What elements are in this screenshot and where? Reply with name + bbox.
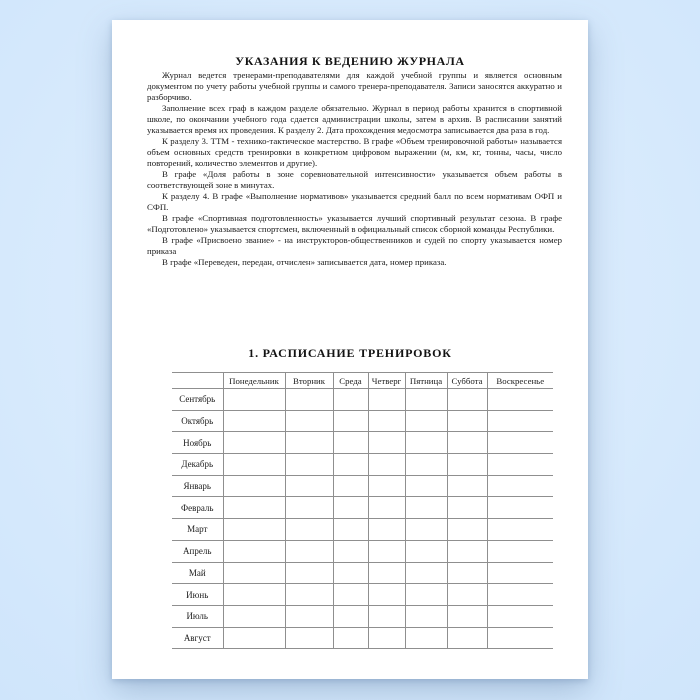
schedule-cell <box>487 432 553 454</box>
schedule-cell <box>487 497 553 519</box>
schedule-day-header: Понедельник <box>223 373 285 389</box>
schedule-month-row <box>172 519 553 541</box>
schedule-cell <box>333 627 368 649</box>
schedule-cell <box>405 584 447 606</box>
schedule-cell <box>368 410 405 432</box>
schedule-cell <box>285 562 333 584</box>
schedule-cell <box>447 475 487 497</box>
schedule-cell <box>447 410 487 432</box>
schedule-cell <box>333 475 368 497</box>
schedule-cell <box>285 627 333 649</box>
schedule-month-label: Июнь <box>172 584 223 606</box>
schedule-month-row <box>172 562 553 584</box>
schedule-cell <box>285 389 333 411</box>
schedule-cell <box>223 584 285 606</box>
instructions-paragraph: Заполнение всех граф в каждом разделе обязательно. Журнал в период работы хранится в спортивной школе, по окончании учебного года сдается администрации школы, затем в архив. В расписании занятий указывается время их проведения. К разделу 2. Дата прохождения медосмотра записывается два раза в год. <box>147 103 562 135</box>
schedule-cell <box>487 454 553 476</box>
schedule-month-label: Июль <box>172 605 223 627</box>
schedule-cell <box>368 454 405 476</box>
schedule-section-title: 1. РАСПИСАНИЕ ТРЕНИРОВОК <box>248 346 452 360</box>
schedule-cell <box>333 605 368 627</box>
schedule-day-header: Пятница <box>405 373 447 389</box>
schedule-cell <box>285 605 333 627</box>
schedule-cell <box>333 389 368 411</box>
schedule-cell <box>285 454 333 476</box>
schedule-month-label: Ноябрь <box>172 432 223 454</box>
schedule-cell <box>368 562 405 584</box>
schedule-cell <box>487 410 553 432</box>
schedule-cell <box>223 410 285 432</box>
schedule-month-row <box>172 584 553 606</box>
schedule-cell <box>368 432 405 454</box>
schedule-month-row <box>172 454 553 476</box>
schedule-cell <box>487 519 553 541</box>
schedule-cell <box>487 562 553 584</box>
schedule-cell <box>285 475 333 497</box>
schedule-day-header: Четверг <box>368 373 405 389</box>
schedule-month-label: Февраль <box>172 497 223 519</box>
schedule-cell <box>405 605 447 627</box>
schedule-cell <box>405 432 447 454</box>
schedule-body <box>172 389 553 649</box>
schedule-day-header: Вторник <box>285 373 333 389</box>
schedule-cell <box>223 519 285 541</box>
schedule-cell <box>368 584 405 606</box>
schedule-cell <box>223 454 285 476</box>
schedule-cell <box>487 627 553 649</box>
schedule-day-header: Среда <box>333 373 368 389</box>
schedule-cell <box>333 519 368 541</box>
schedule-cell <box>447 454 487 476</box>
instructions-paragraph: К разделу 3. ТТМ - технико-тактическое мастерство. В графе «Объем тренировочной работы» называется объем основных средств тренировки в конкретном цифровом выражении (м, км, кг, тонны, часы, число повторений, количество элементов и другие). <box>147 136 562 168</box>
schedule-cell <box>487 584 553 606</box>
schedule-month-label: Август <box>172 627 223 649</box>
schedule-cell <box>223 562 285 584</box>
schedule-cell <box>368 627 405 649</box>
schedule-cell <box>447 519 487 541</box>
schedule-cell <box>447 605 487 627</box>
schedule-cell <box>333 584 368 606</box>
schedule-cell <box>285 519 333 541</box>
schedule-cell <box>333 562 368 584</box>
schedule-month-label: Март <box>172 519 223 541</box>
instructions-paragraph: В графе «Присвоено звание» - на инструкторов-общественников и судей по спорту указывается номер приказа <box>147 235 562 256</box>
schedule-day-header: Суббота <box>447 373 487 389</box>
schedule-cell <box>447 432 487 454</box>
schedule-cell <box>223 432 285 454</box>
instructions-paragraph: К разделу 4. В графе «Выполнение нормативов» указывается средний балл по всем нормативам ОФП и СФП. <box>147 191 562 212</box>
schedule-cell <box>447 497 487 519</box>
schedule-cell <box>405 410 447 432</box>
schedule-cell <box>333 410 368 432</box>
schedule-month-label: Сентябрь <box>172 389 223 411</box>
schedule-month-label: Декабрь <box>172 454 223 476</box>
schedule-cell <box>223 627 285 649</box>
schedule-month-label: Январь <box>172 475 223 497</box>
schedule-month-row <box>172 605 553 627</box>
schedule-cell <box>405 389 447 411</box>
schedule-cell <box>223 389 285 411</box>
schedule-cell <box>368 475 405 497</box>
schedule-month-label: Октябрь <box>172 410 223 432</box>
instructions-title: УКАЗАНИЯ К ВЕДЕНИЮ ЖУРНАЛА <box>235 54 465 68</box>
schedule-cell <box>285 410 333 432</box>
schedule-day-header: Воскресенье <box>487 373 553 389</box>
schedule-month-row <box>172 475 553 497</box>
schedule-cell <box>223 540 285 562</box>
document-page <box>112 20 588 679</box>
schedule-cell <box>487 389 553 411</box>
schedule-month-label: Май <box>172 562 223 584</box>
schedule-month-row <box>172 540 553 562</box>
schedule-cell <box>487 540 553 562</box>
schedule-cell <box>405 540 447 562</box>
schedule-month-row <box>172 389 553 411</box>
schedule-cell <box>447 562 487 584</box>
schedule-cell <box>405 519 447 541</box>
schedule-cell <box>368 497 405 519</box>
instructions-paragraph: Журнал ведется тренерами-преподавателями для каждой учебной группы и является основным документом по учету работы учебной группы и самого тренера-преподавателя. Записи заносятся аккуратно и разборчиво. <box>147 70 562 102</box>
schedule-cell <box>285 584 333 606</box>
instructions-text <box>147 70 562 268</box>
schedule-cell <box>447 584 487 606</box>
schedule-cell <box>285 540 333 562</box>
schedule-month-row <box>172 410 553 432</box>
schedule-cell <box>405 627 447 649</box>
instructions-paragraph: В графе «Доля работы в зоне соревновательной интенсивности» указывается объем работы в соответствующей зоне в минутах. <box>147 169 562 190</box>
schedule-cell <box>447 389 487 411</box>
schedule-cell <box>368 605 405 627</box>
schedule-cell <box>405 562 447 584</box>
schedule-month-row <box>172 497 553 519</box>
schedule-cell <box>447 540 487 562</box>
schedule-cell <box>223 605 285 627</box>
schedule-cell <box>368 389 405 411</box>
schedule-cell <box>405 497 447 519</box>
schedule-month-row <box>172 432 553 454</box>
schedule-header-row <box>172 373 553 389</box>
schedule-cell <box>333 497 368 519</box>
instructions-paragraph: В графе «Спортивная подготовленность» указывается лучший спортивный результат сезона. В графе «Подготовлено» указывается спортсмен, включенный в официальный список сборной команды Республики. <box>147 213 562 234</box>
schedule-cell <box>333 540 368 562</box>
schedule-cell <box>487 605 553 627</box>
schedule-table <box>172 372 553 649</box>
schedule-cell <box>333 432 368 454</box>
schedule-cell <box>405 454 447 476</box>
schedule-cell <box>368 540 405 562</box>
schedule-cell <box>285 432 333 454</box>
schedule-cell <box>223 497 285 519</box>
schedule-month-row <box>172 627 553 649</box>
corner-header-cell <box>172 373 223 389</box>
schedule-month-label: Апрель <box>172 540 223 562</box>
schedule-cell <box>368 519 405 541</box>
schedule-cell <box>333 454 368 476</box>
schedule-cell <box>285 497 333 519</box>
instructions-paragraph: В графе «Переведен, передан, отчислен» записывается дата, номер приказа. <box>162 257 447 267</box>
schedule-cell <box>447 627 487 649</box>
schedule-cell <box>487 475 553 497</box>
schedule-cell <box>223 475 285 497</box>
schedule-cell <box>405 475 447 497</box>
